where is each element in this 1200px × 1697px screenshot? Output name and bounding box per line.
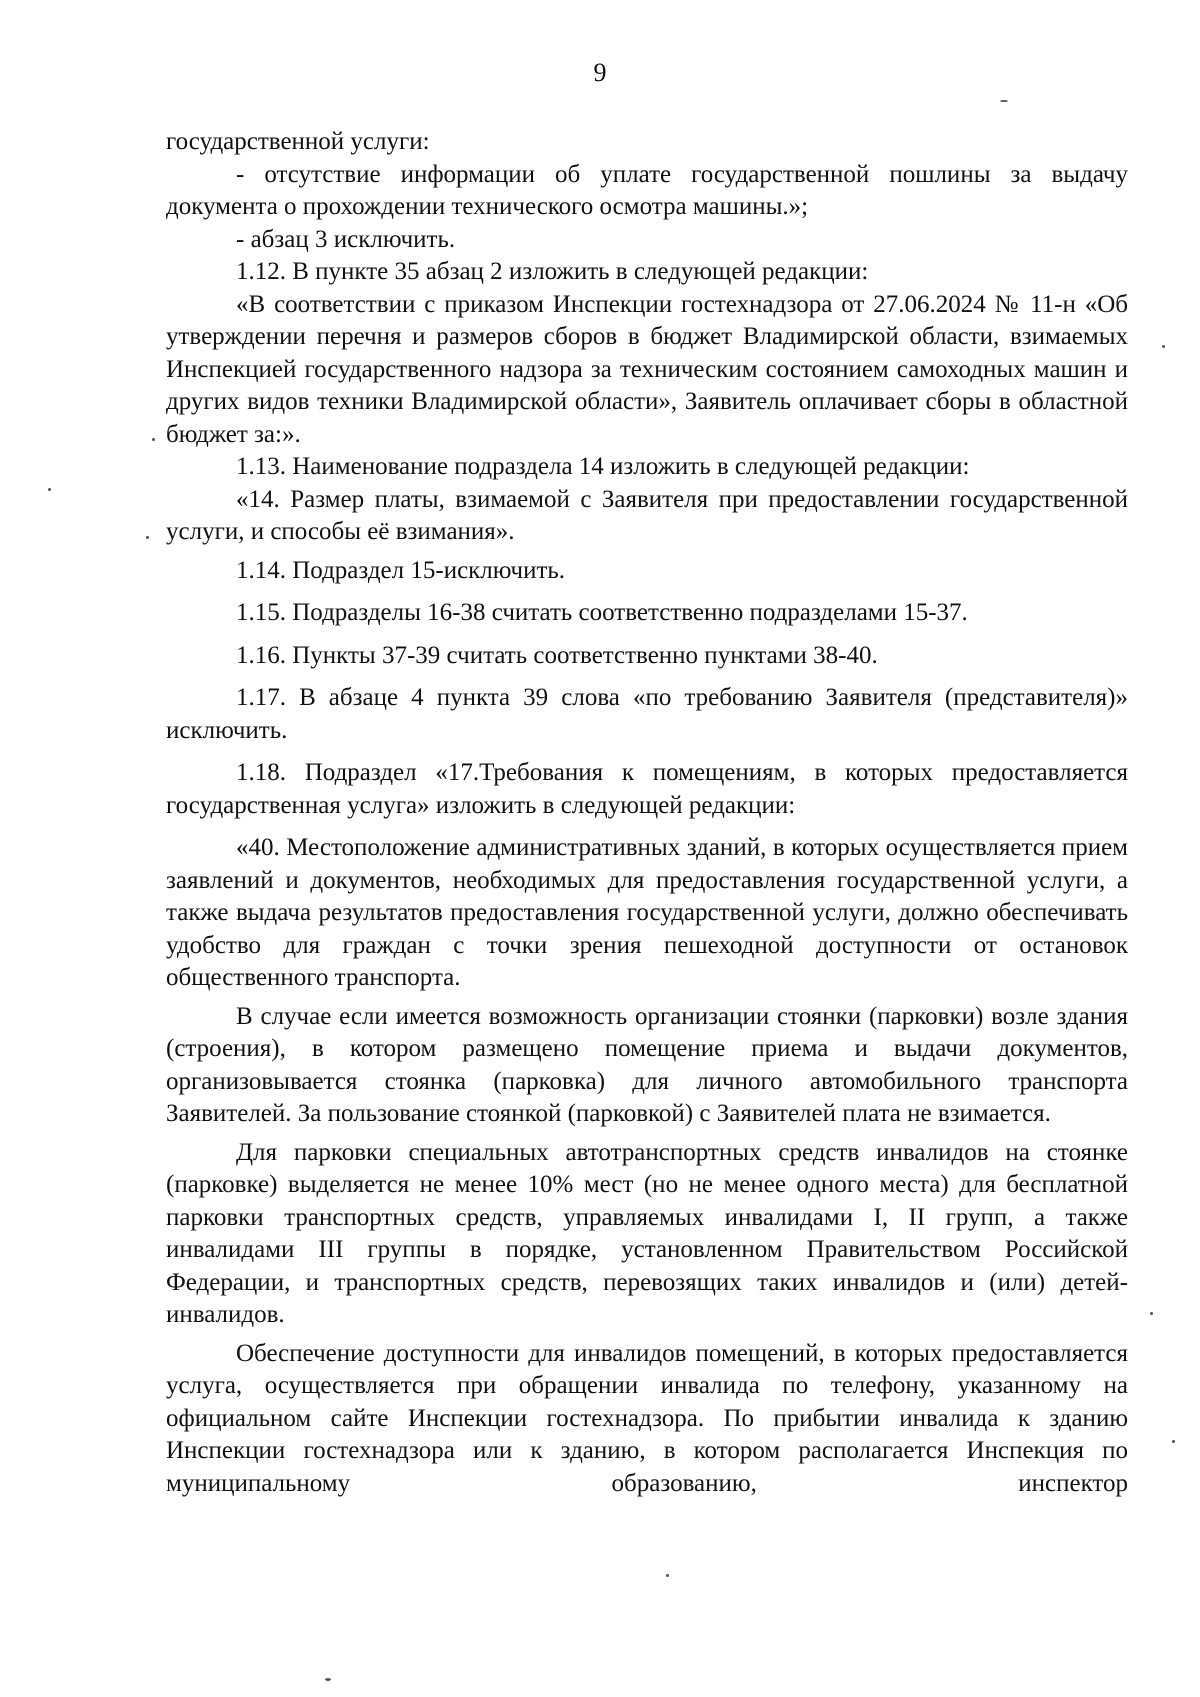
scan-speck — [666, 1574, 669, 1577]
paragraph: 1.15. Подразделы 16-38 считать соответственно подразделами 15-37. — [236, 599, 968, 626]
paragraph: Для парковки специальных автотранспортных средств инвалидов на стоянке (парковке) выделяется не менее 10% мест (но не менее одного места) для бесплатной парковки транспортных средств, управляемых инвалидами I, II групп, а также инвалидами III группы в порядке, установленном Правительством Российской Федерации, и транспортных средств, перевозящих таких инвалидов и (или) детей-инвалидов. — [166, 1138, 1128, 1328]
paragraph: 1.14. Подраздел 15-исключить. — [236, 556, 566, 584]
paragraph: 1.16. Пункты 37-39 считать соответственно пунктами 38-40. — [236, 641, 878, 669]
page-number: 9 — [593, 58, 607, 87]
paragraph: «В соответствии с приказом Инспекции гостехнадзора от 27.06.2024 № 11-н «Об утверждении перечня и размеров сборов в бюджет Владимирской области, взимаемых Инспекцией государственного надзора за техническим состоянием самоходных машин и других видов техники Владимирской области», Заявитель оплачивает сборы в областной бюджет за:». — [166, 290, 1128, 448]
scan-speck — [146, 536, 149, 539]
paragraph: - отсутствие информации об уплате государственной пошлины за выдачу документа о прохождении технического осмотра машины.»; — [166, 160, 1128, 220]
paragraph: - абзац 3 исключить. — [236, 225, 456, 253]
paragraph: 1.18. Подраздел «17.Требования к помещениям, в которых предоставляется государственная услуга» изложить в следующей редакции: — [166, 759, 1128, 819]
scan-speck — [152, 438, 155, 441]
paragraph: государственной услуги: — [166, 128, 430, 155]
paragraph: Обеспечение доступности для инвалидов помещений, в которых предоставляется услуга, осуществляется при обращении инвалида по телефону, указанному на официальном сайте Инспекции гостехнадзора. По прибытии инвалида к зданию Инспекции гостехнадзора или к зданию, в котором располагается Инспекция по муниципальному образованию, инспектор — [166, 1339, 1128, 1497]
paragraph: «14. Размер платы, взимаемой с Заявителя при предоставлении государственной услуги, и способы её взимания». — [166, 485, 1128, 545]
paragraph: В случае если имеется возможность организации стоянки (парковки) возле здания (строения), в котором размещено помещение приема и выдачи документов, организовывается стоянка (парковка) для личного автомобильного транспорта Заявителей. За пользование стоянкой (парковкой) с Заявителей плата не взимается. — [166, 1002, 1128, 1127]
paragraph: «40. Местоположение административных зданий, в которых осуществляется прием заявлений и документов, необходимых для предоставления государственной услуги, а также выдача результатов предоставления государственной услуги, должно обеспечивать удобство для граждан с точки зрения пешеходной доступности от остановок общественного транспорта. — [166, 834, 1128, 991]
scan-speck — [1172, 1440, 1175, 1443]
document-body — [166, 126, 1128, 1500]
scan-speck — [1150, 1312, 1153, 1315]
scan-speck — [325, 1678, 331, 1681]
scan-speck — [1162, 345, 1165, 348]
scan-speck — [48, 488, 51, 491]
paragraph: 1.13. Наименование подраздела 14 изложить в следующей редакции: — [236, 453, 970, 480]
paragraph: 1.12. В пункте 35 абзац 2 изложить в следующей редакции: — [236, 258, 869, 285]
paragraph: 1.17. В абзаце 4 пункта 39 слова «по требованию Заявителя (представителя)» исключить. — [166, 684, 1128, 744]
scan-speck — [1000, 100, 1008, 102]
